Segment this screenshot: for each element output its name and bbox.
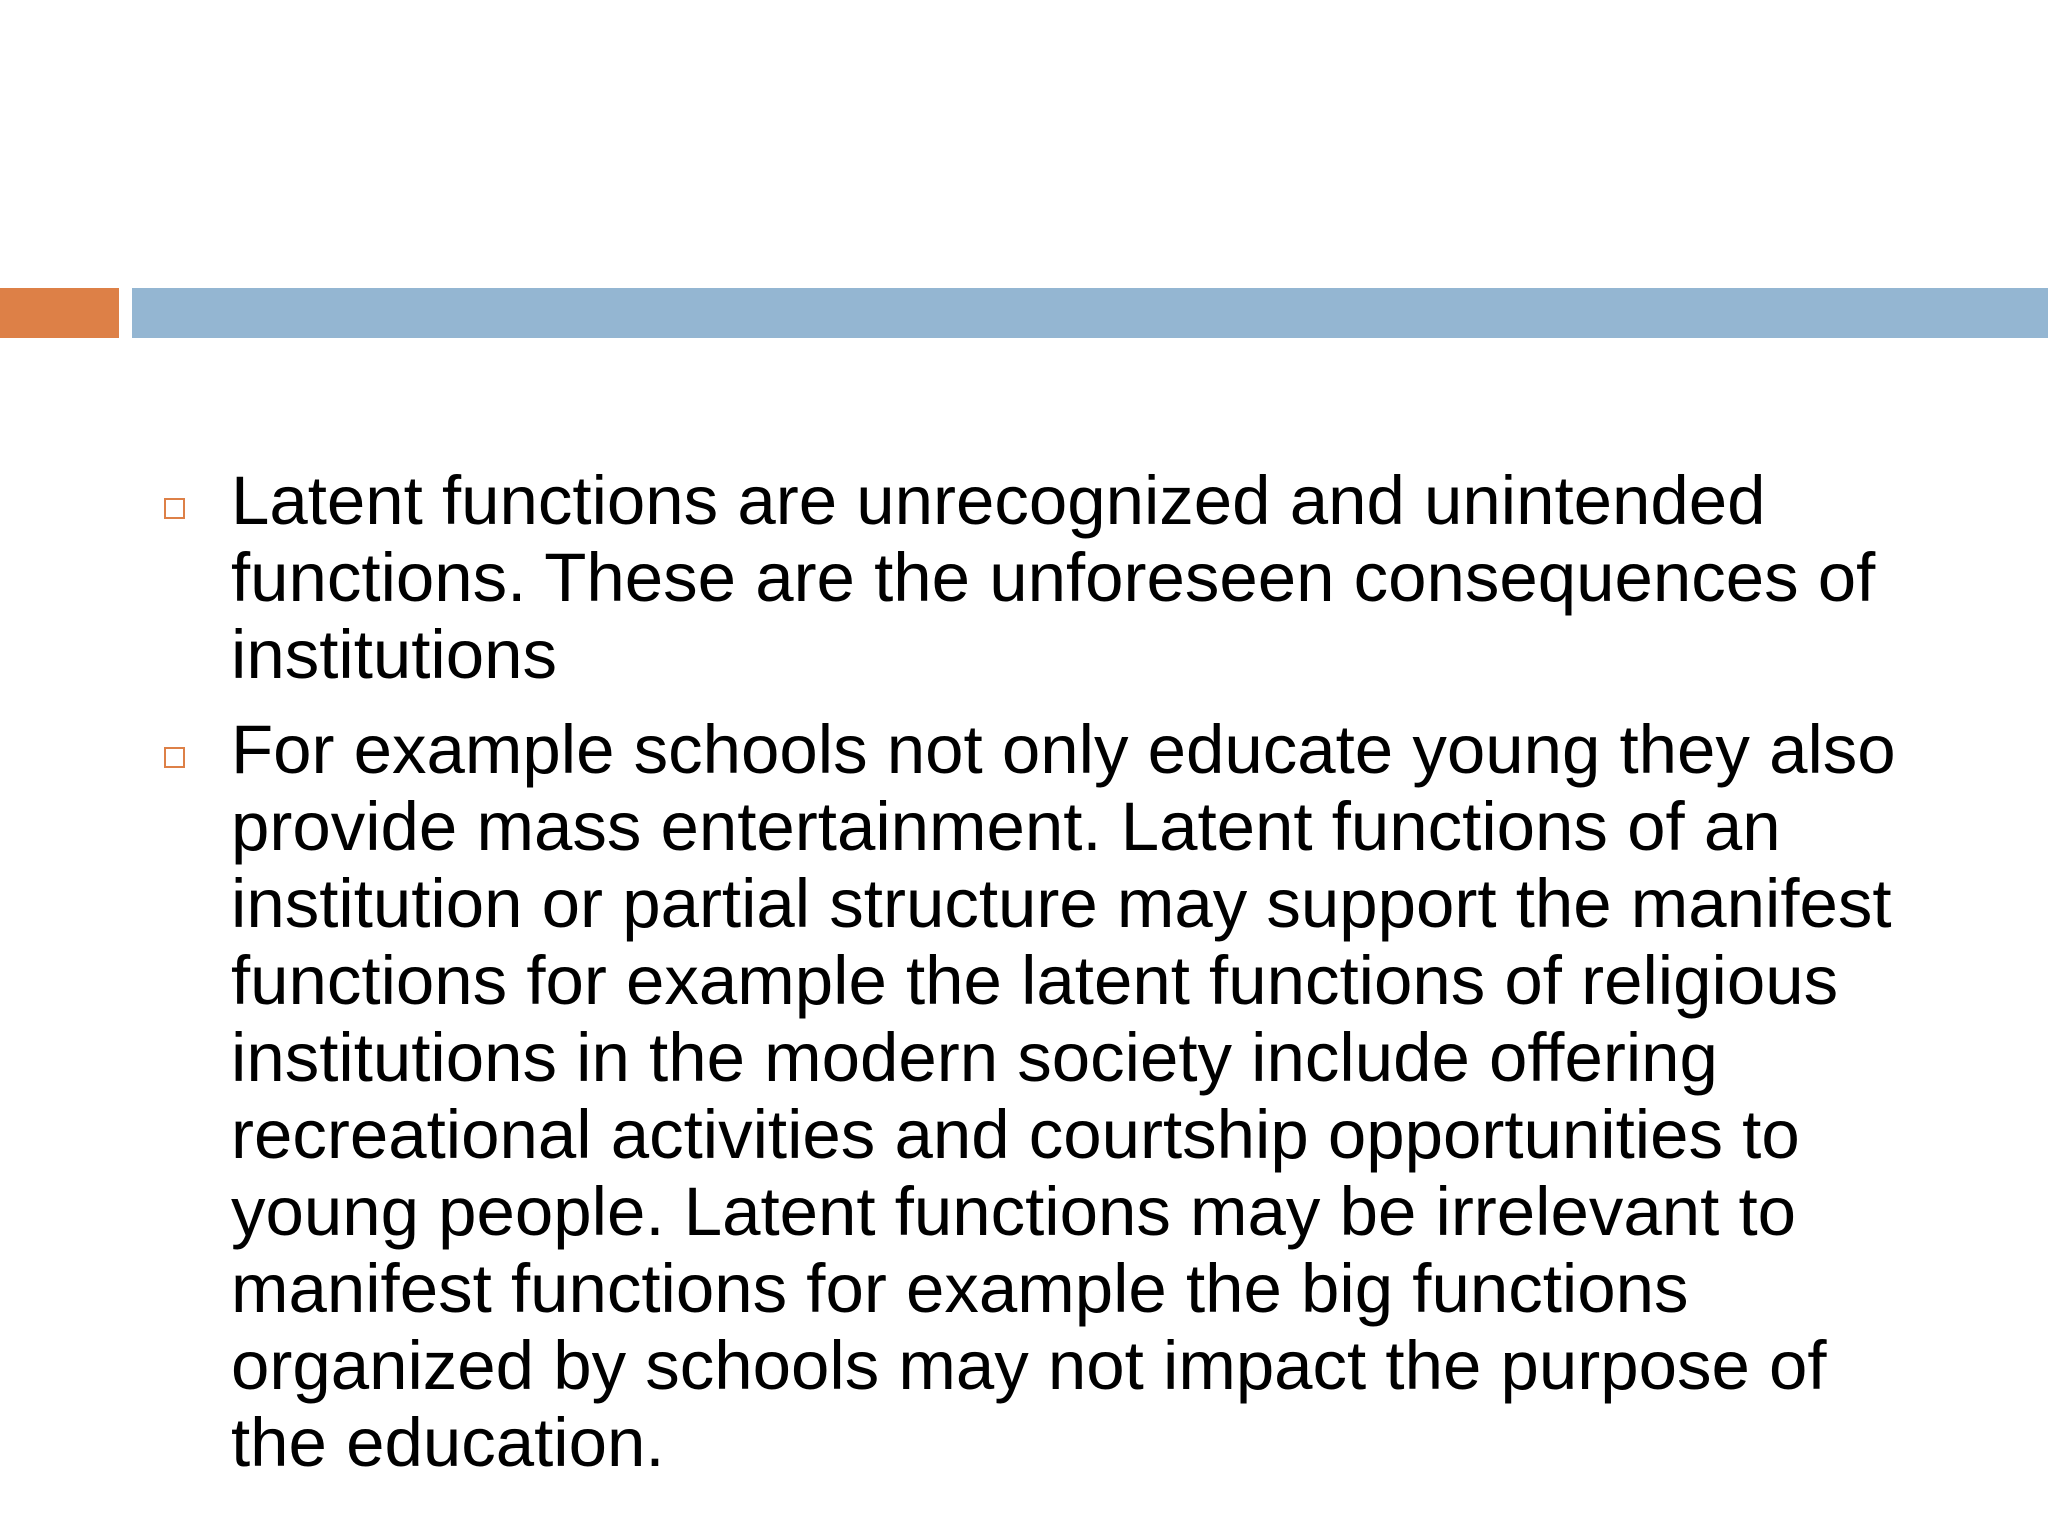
- bullet-list: [160, 462, 1940, 1499]
- accent-bar: [0, 288, 119, 338]
- bullet-item: [160, 462, 1940, 693]
- bullet-item: [160, 711, 1940, 1481]
- bullet-text: For example schools not only educate young they also provide mass entertainment. Latent functions of an institution or partial structure may support the manifest functions for example the latent functions of religious institutions in the modern society include offering recreational activities and courtship opportunities to young people. Latent functions may be irrelevant to manifest functions for example the big functions organized by schools may not impact the purpose of the education.: [231, 711, 1896, 1481]
- title-bar: [132, 288, 2048, 338]
- bullet-text: Latent functions are unrecognized and unintended functions. These are the unforeseen consequences of institutions: [231, 462, 1876, 693]
- square-bullet-icon: [164, 747, 185, 768]
- square-bullet-icon: [164, 498, 185, 519]
